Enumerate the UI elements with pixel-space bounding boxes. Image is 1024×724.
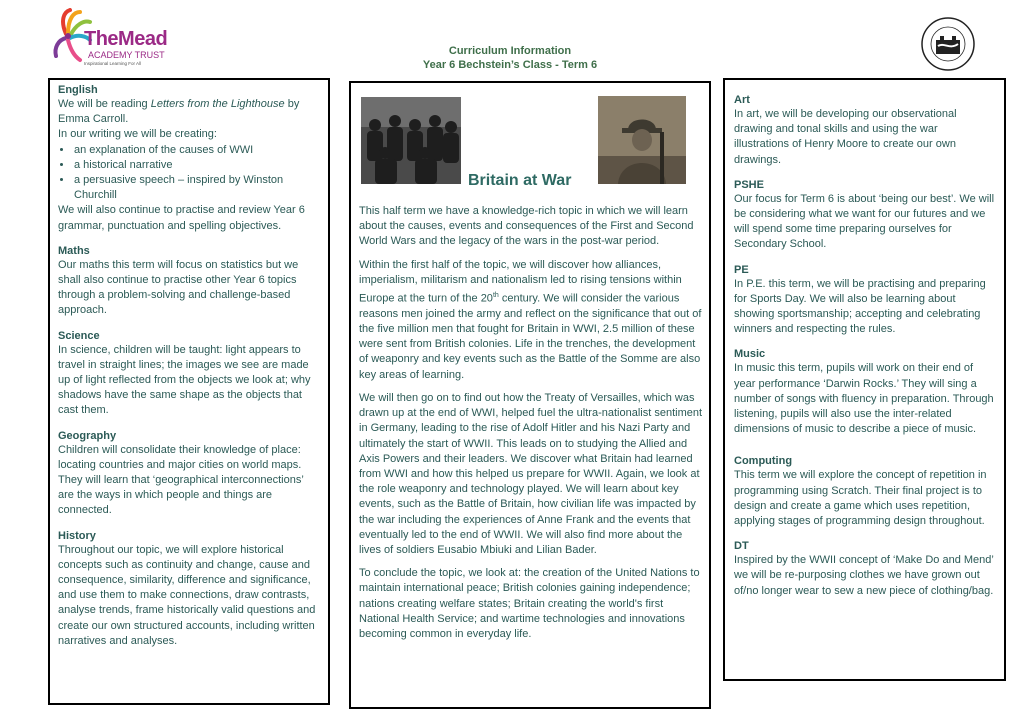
geography-heading: Geography — [58, 429, 117, 442]
english-intro — [58, 97, 320, 127]
history-heading: History — [58, 529, 96, 542]
pshe-heading: PSHE — [734, 178, 764, 191]
topic-paragraph-2 — [359, 258, 703, 383]
document-subtitle: Year 6 Bechstein’s Class - Term 6 — [422, 59, 598, 71]
pshe-text: Our focus for Term 6 is about ‘being our best’. We will be considering what we want for our futures and we will spend some time preparing ourselves for Secondary School. — [734, 192, 995, 251]
english-intro-author: by Emma Carroll. — [58, 98, 300, 126]
dt-heading: DT — [734, 540, 749, 553]
science-text: In science, children will be taught: light appears to travel in straight lines; the images we see are made up of light reflected from the objects we look at; why shadows have the same shape as the objects that cast them. — [58, 343, 311, 417]
ww1-soldiers-photo — [361, 97, 461, 184]
ordinal-suffix: th — [492, 292, 499, 300]
computing-heading: Computing — [734, 455, 793, 468]
science-heading: Science — [58, 329, 100, 342]
pe-heading: PE — [734, 263, 749, 276]
english-grammar: We will also continue to practise and review Year 6 grammar, punctuation and spelling objectives. — [58, 204, 305, 232]
english-heading: English — [58, 84, 98, 96]
topic-paragraph-4: To conclude the topic, we look at: the creation of the United Nations to maintain international peace; British colonies gaining independence; nations creating welfare states; Britain creating the world's first National Health Service; and wartime technologies and innovations becoming common in everyday life. — [359, 567, 700, 640]
list-item: • an explanation of the causes of WWI — [73, 143, 320, 158]
topic-title: Britain at War — [468, 172, 572, 189]
logo-subtitle: ACADEMY TRUST — [88, 50, 165, 60]
list-item: • a persuasive speech – inspired by Winston Churchill — [73, 173, 320, 203]
logo-wordmark: TheMead — [84, 28, 168, 50]
music-text: In music this term, pupils will work on their end of year performance ‘Darwin Rocks.’ They will sing a number of songs with fluency in preparation. Through listening, pupils will also use the inter-related dimensions of music to describe a piece of music. — [734, 362, 994, 436]
book-title: Letters from the Lighthouse — [150, 98, 285, 110]
pe-text: In P.E. this term, we will be practising and preparing for Sports Day. We will also be learning about showing sportsmanship; accepting and celebrating winners and respecting the rules. — [734, 277, 986, 336]
left-column — [48, 78, 330, 705]
topic-paragraph-1: This half term we have a knowledge-rich topic in which we will learn about the causes, events and consequences of the First and Second World Wars and the legacy of the wars in the post-war period. — [359, 205, 694, 248]
english-writing-intro: In our writing we will be creating: — [58, 128, 217, 141]
dt-text: Inspired by the WWII concept of ‘Make Do and Mend’ we will be re-purposing clothes we have grown out of/no longer wear to sew a new piece of clothing/bag. — [734, 554, 994, 597]
mead-academy-trust-logo — [48, 8, 178, 74]
paragraph-part: century. We will consider the various reasons men joined the army and reflect on the significance that out of the five million men that fought for Britain in WWI, 2.5 million of these were sent from British colonies. Life in the trenches, the development of weaponry and key events such as the Battle of the Somme are also key areas of learning. — [359, 292, 702, 381]
art-heading: Art — [734, 94, 750, 106]
logo-tagline: Inspirational Learning For All — [84, 61, 142, 66]
document-title: Curriculum Information — [448, 45, 572, 57]
computing-text: This term we will explore the concept of repetition in programming using Scratch. Their final project is to design and create a game which uses repetition, applying stages of programming design throughout. — [734, 469, 987, 528]
history-text: Throughout our topic, we will explore historical concepts such as continuity and change, cause and consequence, similarity, difference and significance, and use them to make connections, draw contrasts, analyse trends, frame historically valid questions and create our own structured accounts, including written narratives and analyses. — [58, 543, 316, 647]
english-list — [58, 143, 320, 204]
art-text: In art, we will be developing our observational drawing and tonal skills and using the war illustrations of Henry Moore to create our own drawings. — [734, 108, 957, 166]
topic-paragraph-3: We will then go on to find out how the Treaty of Versailles, which was drawn up at the end of WWI, helped fuel the ultra-nationalist sentiment in Germany, leading to the rise of Adolf Hitler and his Nazi Party and ultimately the start of WWII. This leads on to studying the Allied and Axis Powers and their leaders. We discover what Britain had learned from WWI and how this helped us prepare for WWII. Again, we look at the role weaponry and technology played. We will learn about key events, such as the Battle of Britain, how civilian life was impacted by the war including the experiences of Anne Frank and the events that eventually led to the end of WWII. We will also find more about the lives of soldiers Eusabio Mbiuki and Lilian Bader. — [359, 391, 703, 556]
document-header — [380, 44, 640, 72]
topic-description — [359, 204, 703, 650]
castle-mead-school-logo — [920, 16, 976, 72]
english-intro-text: We will be reading — [58, 98, 151, 110]
trench-soldier-photo — [598, 96, 686, 184]
geography-text: Children will consolidate their knowledge of place: locating countries and major cities on world maps. They will learn that ‘geographical interconnections’ are the ways in which people and things are connected. — [58, 443, 304, 517]
maths-text: Our maths this term will focus on statistics but we shall also continue to practise other Year 6 topics through a problem-solving and challenge-based approach. — [58, 258, 299, 317]
maths-heading: Maths — [58, 244, 90, 257]
music-heading: Music — [734, 348, 766, 361]
paragraph-part: Within the first half of the topic, we will discover how alliances, imperialism, militarism and nationalism led to rising tensions within Europe at the turn of the 20 — [359, 258, 682, 305]
list-item: • a historical narrative — [73, 158, 320, 173]
right-column — [723, 78, 1006, 681]
